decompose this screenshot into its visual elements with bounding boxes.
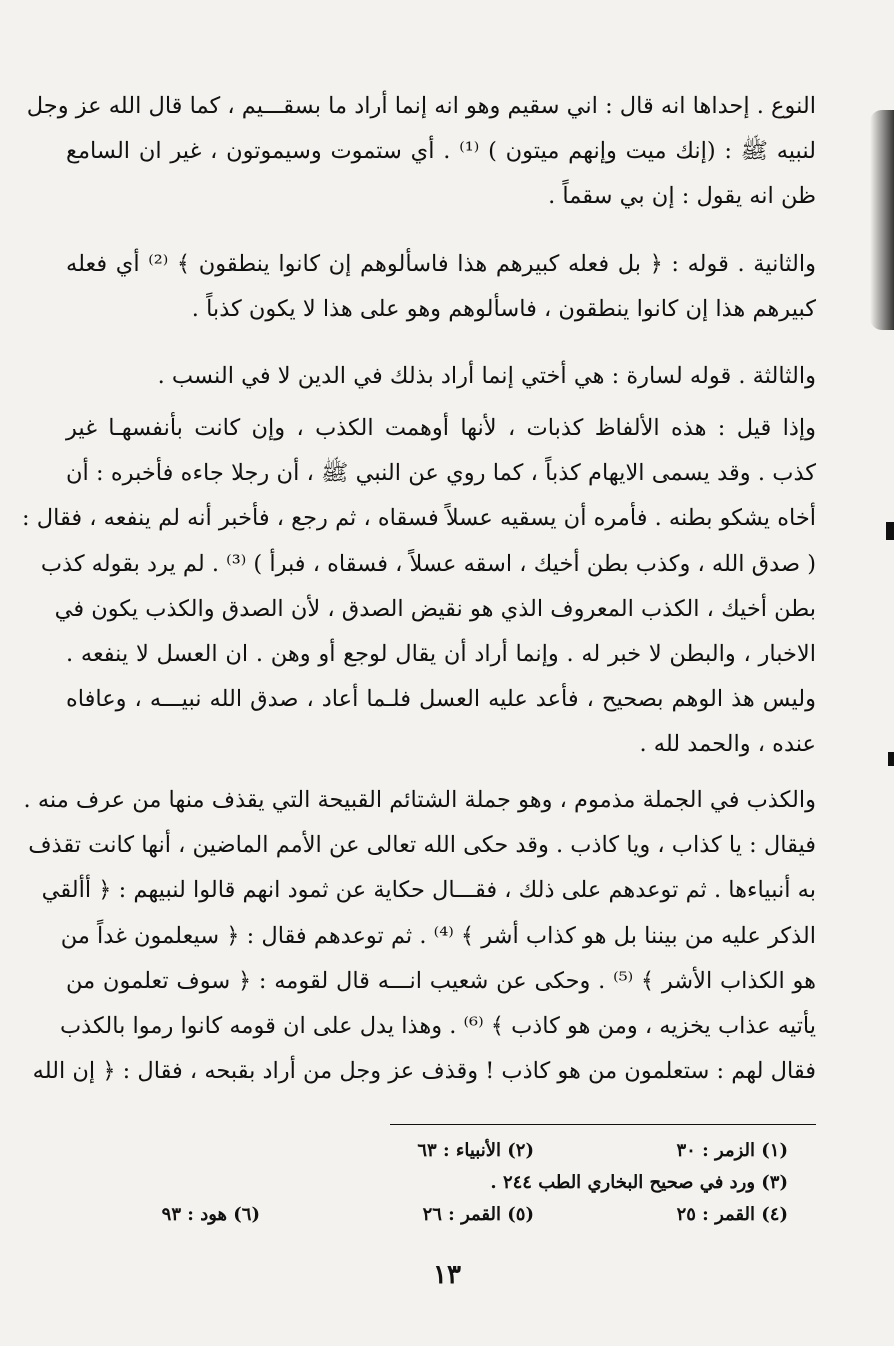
paragraph-5 [23, 778, 816, 1094]
text-line: هو الكذاب الأشر ﴾ ⁽⁵⁾ . وحكى عن شعيب انـــه قال لقومه : ﴿ سوف تعلمون من [66, 967, 816, 994]
text-line: يأتيه عذاب يخزيه ، ومن هو كاذب ﴾ ⁽⁶⁾ . وهذا يدل على ان قومه كانوا رموا بالكذب [60, 1012, 816, 1039]
text-line: كذب . وقد يسمى الايهام كذباً ، كما روي عن النبي ﷺ ، أن رجلا جاءه فأخبره : أن [66, 460, 816, 487]
page-number: ١٣ [433, 1260, 461, 1290]
footnote-4: (٤) القمر : ٢٥ [676, 1204, 788, 1225]
paragraph-3 [66, 354, 816, 399]
text-line: والثانية . قوله : ﴿ بل فعله كبيرهم هذا فاسألوهم إن كانوا ينطقون ﴾ ⁽²⁾ أي فعله [66, 251, 816, 277]
margin-mark [886, 522, 894, 540]
footnote-1: (١) الزمر : ٣٠ [676, 1140, 788, 1161]
footnote-3: (٣) ورد في صحيح البخاري الطب ٢٤٤ . [490, 1172, 788, 1193]
footnote-5: (٥) القمر : ٢٦ [422, 1204, 534, 1225]
text-line: ظن انه يقول : إن بي سقماً . [548, 183, 816, 210]
text-line: فقال لهم : ستعلمون من هو كاذب ! وقذف عز وجل من أراد بقبحه ، فقال : ﴿ إن الله [32, 1058, 816, 1085]
text-line: فيقال : يا كذاب ، ويا كاذب . وقد حكى الله تعالى عن الأمم الماضين ، أنها كانت تقذف [28, 832, 816, 859]
footnote-6: (٦) هود : ٩٣ [161, 1204, 260, 1225]
paragraph-2 [66, 242, 816, 332]
text-line: النوع . إحداها انه قال : اني سقيم وهو انه إنما أراد ما بسقـــيم ، كما قال الله عز وجل [26, 93, 816, 119]
margin-mark [888, 752, 894, 766]
paragraph-4 [22, 406, 816, 768]
text-line: والكذب في الجملة مذموم ، وهو جملة الشتائم القبيحة التي يقذف منها من عرف منه . [23, 787, 816, 813]
text-line: كبيرهم هذا إن كانوا ينطقون ، فاسألوهم وهو على هذا لا يكون كذباً . [191, 296, 816, 323]
text-line: الذكر عليه من بيننا بل هو كذاب أشر ﴾ ⁽⁴⁾ . ثم توعدهم فقال : ﴿ سيعلمون غداً من [60, 922, 816, 949]
scan-edge-shadow [870, 110, 894, 330]
footnote-divider [390, 1124, 816, 1125]
paragraph-1 [26, 84, 816, 220]
footnote-row-2 [0, 1168, 894, 1198]
text-line: والثالثة . قوله لسارة : هي أختي إنما أراد بذلك في الدين لا في النسب . [157, 363, 816, 389]
text-line: الاخبار ، والبطن لا خبر له . وإنما أراد أن يقال لوجع أو وهن . ان العسل لا ينفعه . [66, 640, 816, 667]
footnote-row-3 [0, 1200, 894, 1230]
text-line: وإذا قيل : هذه الألفاظ كذبات ، لأنها أوهمت الكذب ، وإن كانت بأنفسهـا غير [66, 415, 816, 441]
footnote-2: (٢) الأنبياء : ٦٣ [417, 1140, 534, 1161]
text-line: ( صدق الله ، وكذب بطن أخيك ، اسقه عسلاً ، فسقاه ، فبرأ ) ⁽³⁾ . لم يرد بقوله كذب [40, 550, 816, 577]
text-line: وليس هذ الوهم بصحيح ، فأعد عليه العسل فلـما أعاد ، صدق الله نبيـــه ، وعافاه [66, 686, 816, 713]
footnote-row-1 [0, 1136, 894, 1166]
text-line: أخاه يشكو بطنه . فأمره أن يسقيه عسلاً فسقاه ، ثم رجع ، فأخبر أنه لم ينفعه ، فقال : [22, 505, 816, 532]
text-line: بطن أخيك ، الكذب المعروف الذي هو نقيض الصدق ، لأن الصدق والكذب يكون في [54, 595, 816, 622]
text-line: به أنبياءها . ثم توعدهم على ذلك ، فقـــال حكاية عن ثمود انهم قالوا لنبيهم : ﴿ أألقي [41, 877, 816, 904]
text-line: عنده ، والحمد لله . [639, 731, 816, 758]
text-line: لنبيه ﷺ : (إنك ميت وإنهم ميتون ) ⁽¹⁾ . أي ستموت وسيموتون ، غير ان السامع [66, 138, 816, 165]
